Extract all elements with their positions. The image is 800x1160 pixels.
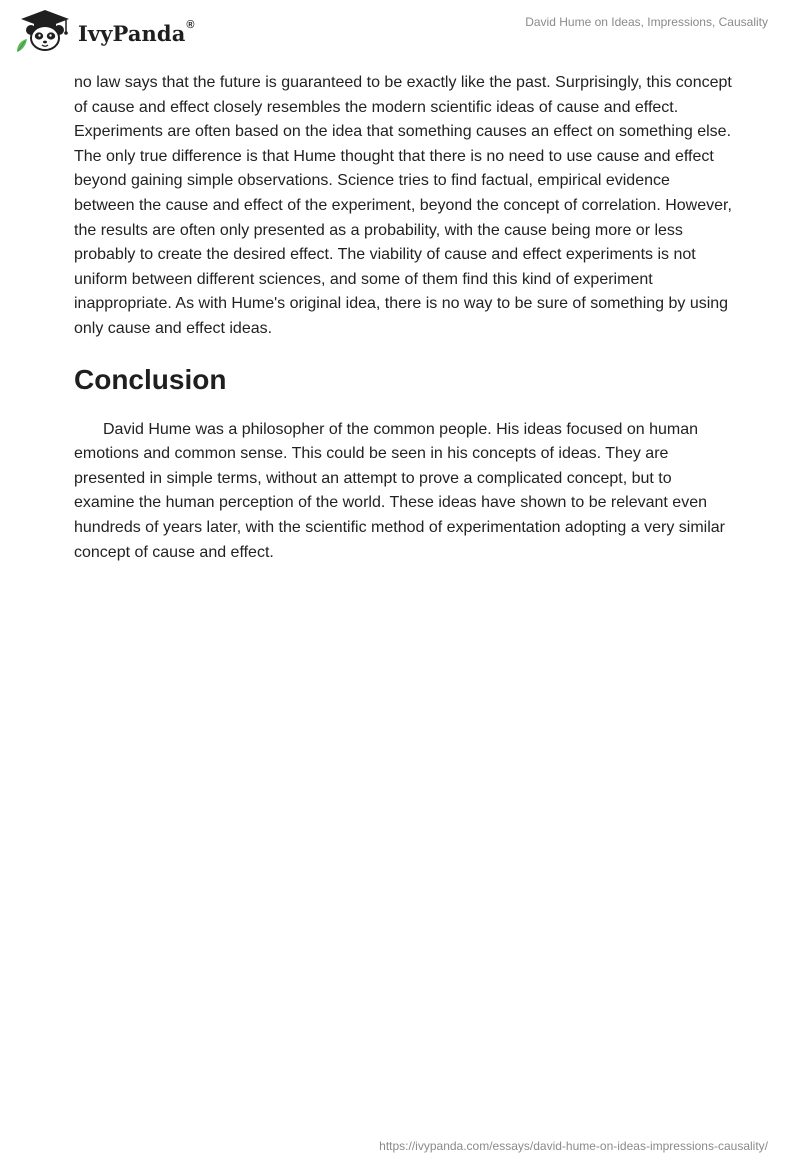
document-title: David Hume on Ideas, Impressions, Causality: [525, 15, 768, 29]
ivypanda-logo[interactable]: [14, 8, 195, 54]
document-body: [74, 71, 734, 565]
brand-name: IvyPanda®: [78, 18, 195, 46]
continued-paragraph: no law says that the future is guaranteed to be exactly like the past. Surprisingly, this concept of cause and effect closely resembles the modern scientific ideas of cause and effect. Experiments are often based on the idea that something causes an effect on something else. The only true difference is that Hume thought that there is no need to use cause and effect beyond gaining simple observations. Science tries to find factual, empirical evidence between the cause and effect of the experiment, beyond the concept of correlation. However, the results are often only presented as a probability, with the cause being more or less probably to create the desired effect. The viability of cause and effect experiments is not uniform between different sciences, and some of them find this kind of experiment inappropriate. As with Hume's original idea, there is no way to be sure of something by using only cause and effect ideas.: [74, 74, 732, 337]
source-url[interactable]: https://ivypanda.com/essays/david-hume-on-ideas-impressions-causality/: [379, 1139, 768, 1153]
page-header: [0, 0, 800, 70]
panda-graduate-icon: [14, 8, 76, 54]
registered-mark: ®: [186, 18, 195, 31]
section-heading-conclusion: Conclusion: [74, 363, 227, 395]
conclusion-paragraph: David Hume was a philosopher of the common people. His ideas focused on human emotions and common sense. This could be seen in his concepts of ideas. They are presented in simple terms, without an attempt to prove a complicated concept, but to examine the human perception of the world. These ideas have shown to be relevant even hundreds of years later, with the scientific method of experimentation adopting a very similar concept of cause and effect.: [74, 420, 725, 561]
